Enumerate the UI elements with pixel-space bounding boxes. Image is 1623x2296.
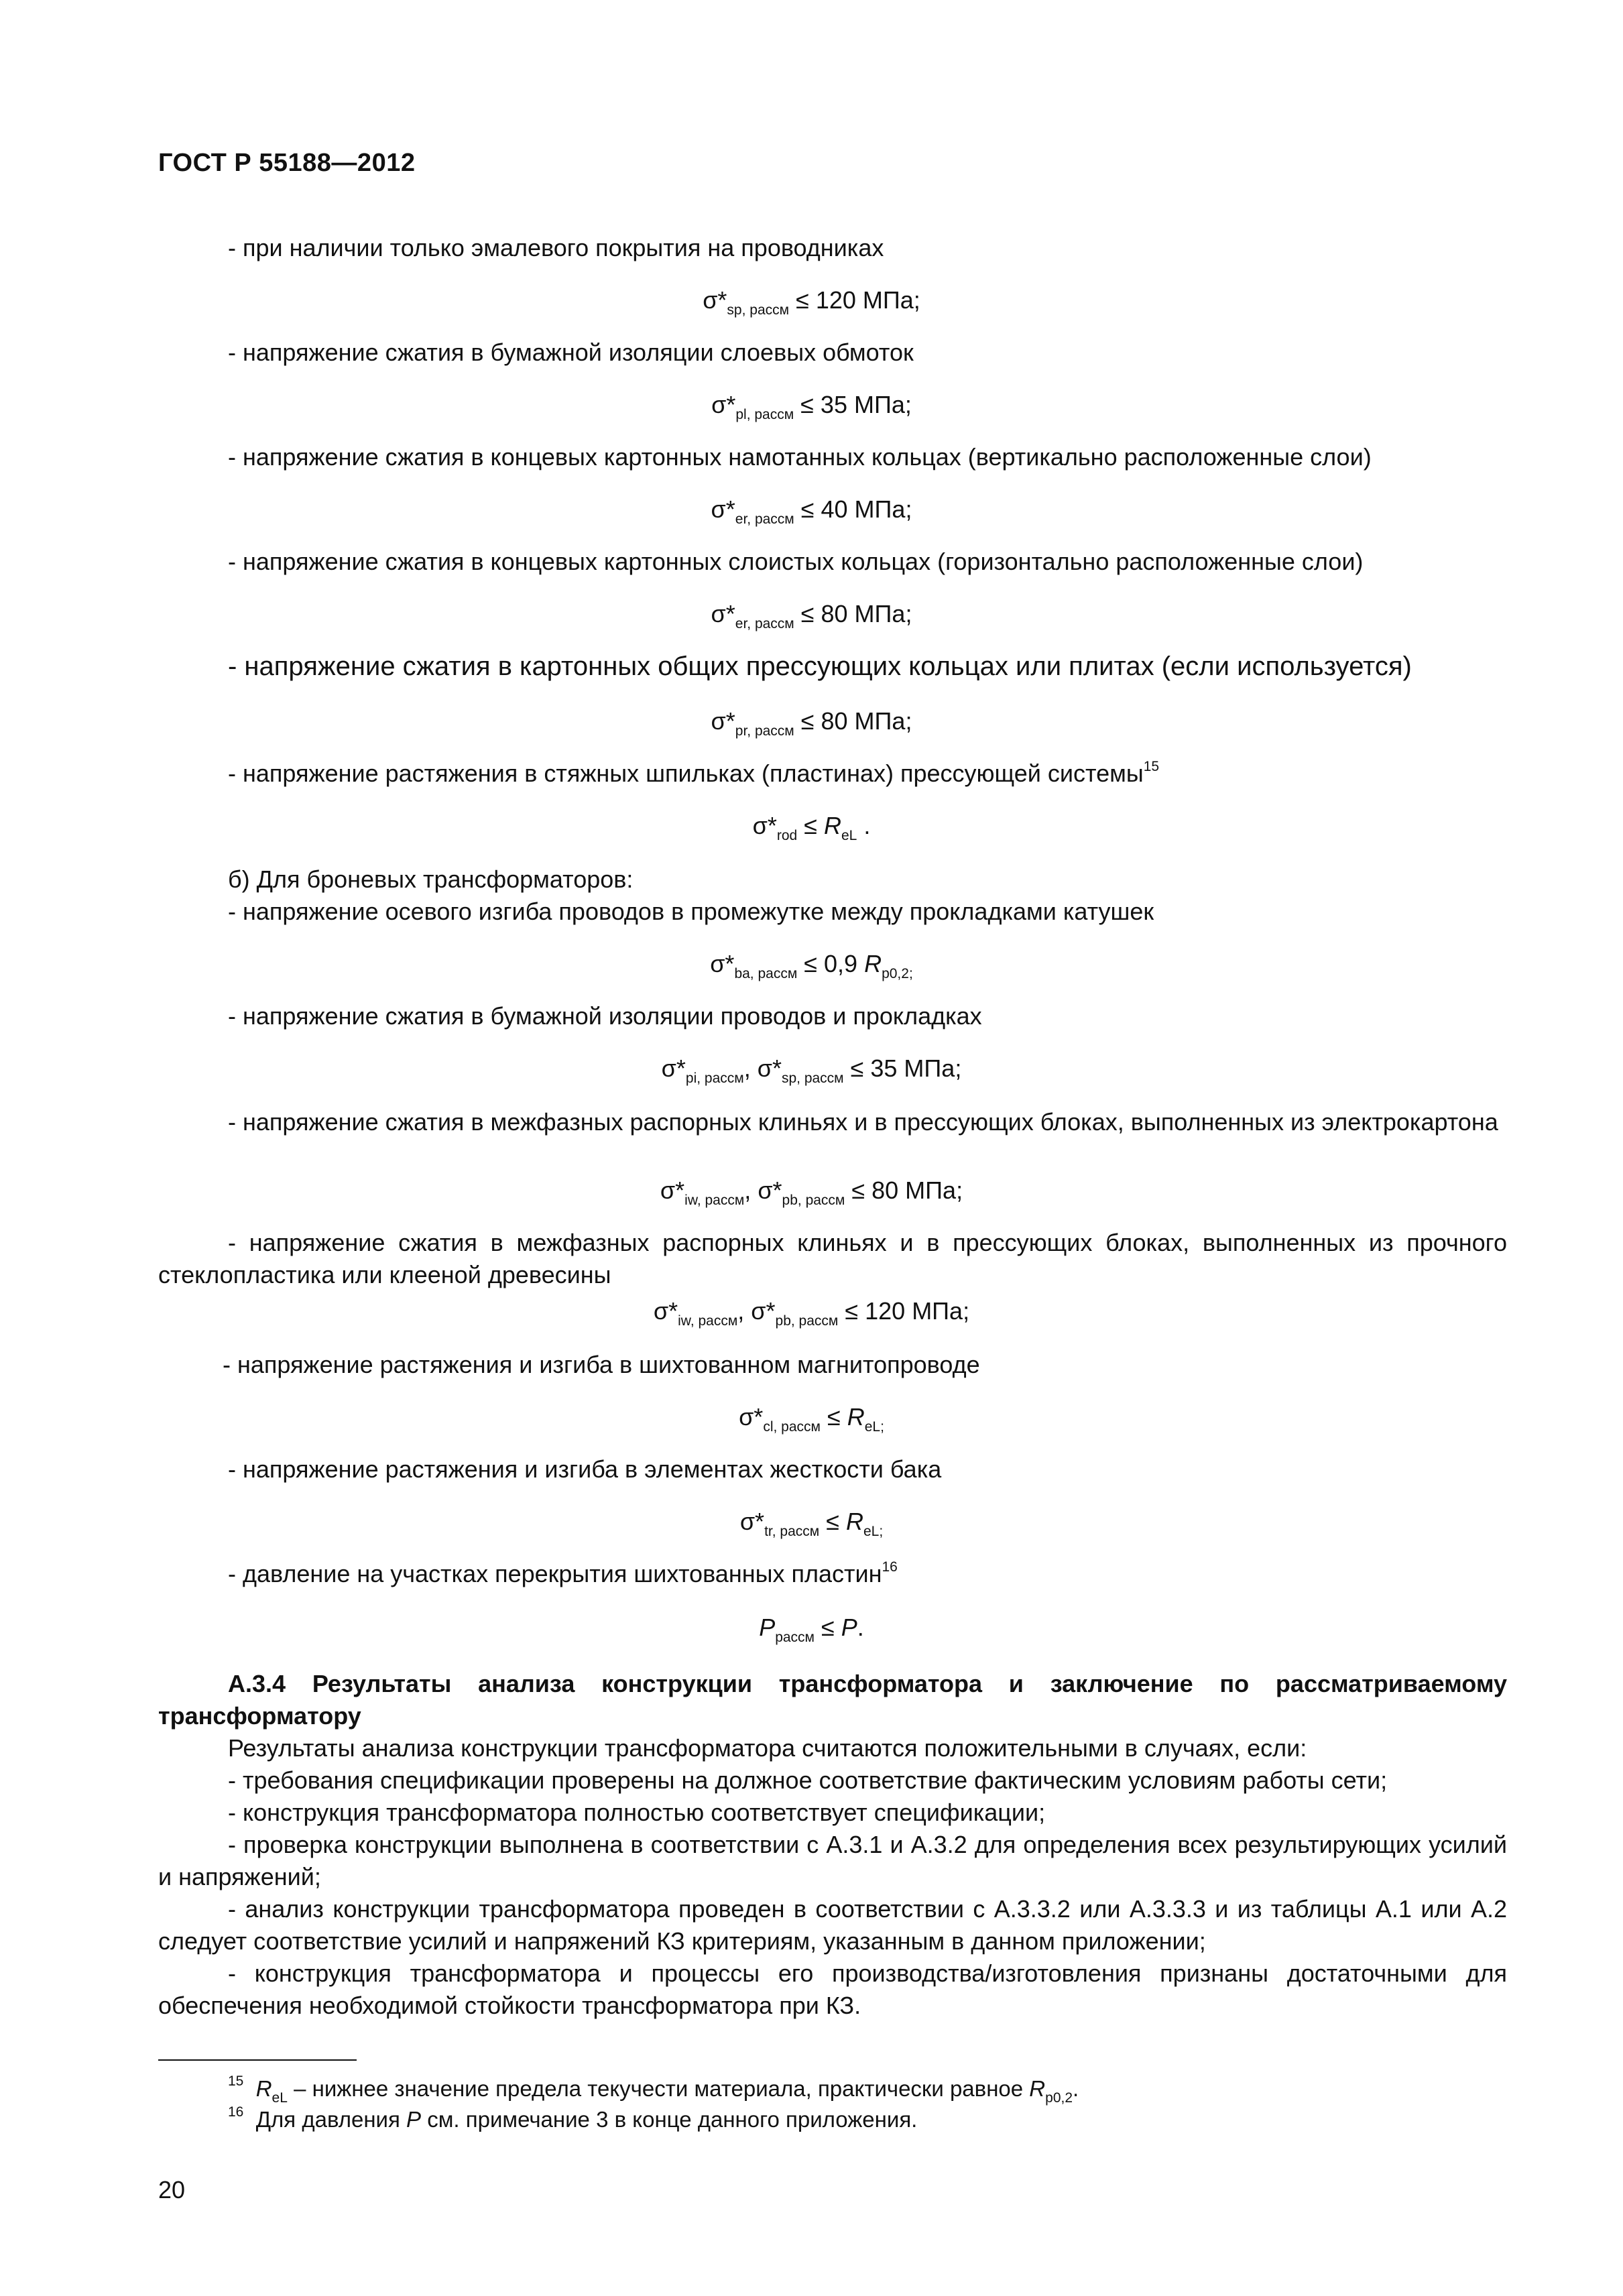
footnote-separator	[158, 2059, 357, 2061]
list-item: - проверка конструкции выполнена в соответствии с А.3.1 и А.3.2 для определения всех результирующих усилий и напряжений;	[158, 1831, 1507, 1890]
list-item: - напряжение сжатия в бумажной изоляции слоевых обмоток	[228, 339, 914, 366]
formula: $\sigma*_{cl, рассм} \le R_{eL;}$	[739, 1403, 884, 1435]
formula: $\sigma*_{iw, рассм}$, $\sigma*_{pb, рассм} \le 80$ МПа;	[660, 1176, 963, 1208]
footnote-ref: 16	[882, 1559, 898, 1575]
list-item: - напряжение сжатия в концевых картонных намотанных кольцах (вертикально расположенные слои)	[228, 443, 1372, 471]
list-item: - напряжение сжатия в межфазных распорных клиньях и в прессующих блоках, выполненных из прочного стеклопластика или клееной древесины	[158, 1229, 1507, 1288]
formula: $P_{рассм} \le P$.	[759, 1614, 864, 1645]
list-item: - напряжение растяжения и изгиба в элементах жесткости бака	[228, 1455, 942, 1483]
formula: $\sigma*_{pl, рассм} \le 35$ МПа;	[711, 391, 912, 422]
list-item: - требования спецификации проверены на должное соответствие фактическим условиям работы сети;	[228, 1766, 1388, 1794]
formula: $\sigma*_{rod} \le R_{eL}$ .	[752, 812, 871, 843]
formula: $\sigma*_{tr, рассм} \le R_{eL;}$	[739, 1508, 884, 1539]
list-item: - напряжение растяжения и изгиба в шихтованном магнитопроводе	[223, 1351, 980, 1378]
subsection-heading: б) Для броневых трансформаторов:	[228, 865, 634, 893]
document-number: ГОСТ Р 55188—2012	[158, 149, 416, 177]
formula: $\sigma*_{pr, рассм} \le 80$ МПа;	[711, 707, 912, 739]
formula: $\sigma*_{ba, рассм} \le 0,9$ $R_{p0,2;}$	[710, 950, 913, 981]
list-item: - анализ конструкции трансформатора проведен в соответствии с А.3.3.2 или А.3.3.3 и из таблицы А.1 или А.2 следует соответствие усилий и напряжений КЗ критериям, указанным в данном приложении;	[158, 1895, 1507, 1955]
section-heading: А.3.4 Результаты анализа конструкции трансформатора и заключение по рассматриваемому трансформатору	[158, 1670, 1507, 1730]
list-item: - давление на участках перекрытия шихтованных пластин$^{16}$	[228, 1559, 898, 1587]
formula: $\sigma*_{iw, рассм}$, $\sigma*_{pb, рассм} \le 120$ МПа;	[653, 1297, 970, 1329]
list-item: - конструкция трансформатора и процессы его производства/изготовления признаны достаточными для обеспечения необходимой стойкости трансформатора при КЗ.	[158, 1959, 1507, 2019]
page-number: 20	[158, 2176, 186, 2203]
footnote-15: $^{15}$ $R_{eL}$ – нижнее значение предела текучести материала, практически равное $R_{p0,2}$.	[228, 2073, 1079, 2106]
footnote-16: $^{16}$ Для давления P см. примечание 3 в конце данного приложения.	[228, 2104, 918, 2132]
list-item: - напряжение сжатия в бумажной изоляции проводов и прокладках	[228, 1002, 982, 1030]
list-item: - напряжение сжатия в концевых картонных слоистых кольцах (горизонтально расположенные слои)	[228, 548, 1364, 575]
list-item: - напряжение сжатия в межфазных распорных клиньях и в прессующих блоках, выполненных из электрокартона	[228, 1108, 1498, 1136]
footnote-ref: 15	[1143, 759, 1160, 774]
formula: $\sigma*_{pi, рассм}$, $\sigma*_{sp, рассм} \le 35$ МПа;	[661, 1054, 962, 1086]
formula: $\sigma*_{sp, рассм} \le 120$ МПа;	[703, 286, 920, 318]
list-item: - конструкция трансформатора полностью соответствует спецификации;	[228, 1799, 1046, 1826]
paragraph: Результаты анализа конструкции трансформатора считаются положительными в случаях, если:	[228, 1734, 1307, 1762]
formula: $\sigma*_{er, рассм} \le 40$ МПа;	[711, 495, 912, 527]
list-item: - напряжение осевого изгиба проводов в промежутке между прокладками катушек	[228, 898, 1154, 925]
formula: $\sigma*_{er, рассм} \le 80$ МПа;	[711, 600, 912, 631]
list-item: - напряжение растяжения в стяжных шпильках (пластинах) прессующей системы$^{15}$	[228, 759, 1160, 787]
list-item: - при наличии только эмалевого покрытия на проводниках	[228, 234, 884, 261]
list-item: - напряжение сжатия в картонных общих прессующих кольцах или плитах (если используется)	[228, 652, 1412, 681]
